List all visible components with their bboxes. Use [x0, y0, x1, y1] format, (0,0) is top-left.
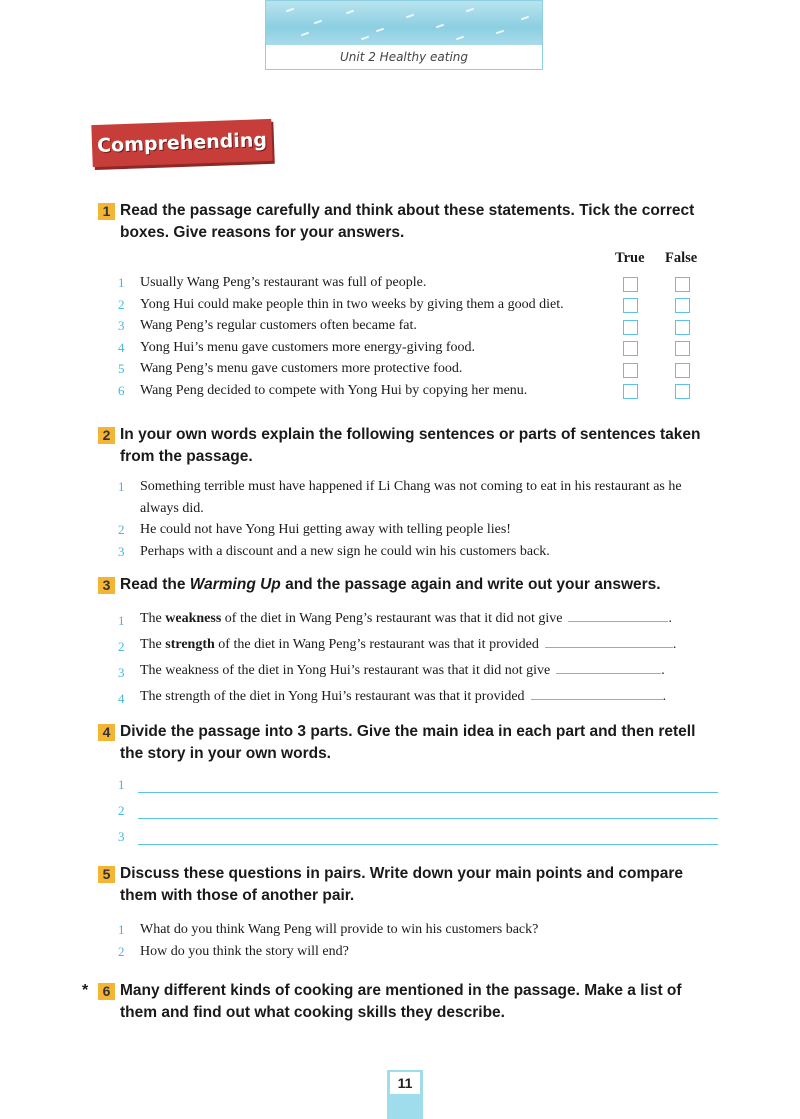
answer-blank[interactable] [531, 685, 663, 700]
question-4-heading [98, 721, 718, 765]
item-number: 1 [118, 777, 125, 792]
true-checkbox[interactable] [623, 277, 638, 292]
item-keyword: weakness [165, 611, 222, 626]
question-5-instruction: Discuss these questions in pairs. Write down your main points and compare them with those of another pair. [120, 865, 683, 904]
item-number: 1 [118, 479, 125, 494]
punctuation: . [672, 637, 677, 652]
instruction-text: and the passage again and write out your answers. [280, 576, 661, 593]
statement-text: Yong Hui could make people thin in two weeks by giving them a good diet. [140, 296, 564, 312]
item-text: The strength of the diet in Yong Hui’s restaurant was that it provided [140, 689, 525, 704]
false-checkbox[interactable] [675, 384, 690, 399]
true-checkbox[interactable] [623, 363, 638, 378]
false-checkbox[interactable] [675, 363, 690, 378]
question-number-badge: 3 [98, 577, 115, 594]
true-checkbox[interactable] [623, 298, 638, 313]
answer-blank[interactable] [568, 607, 668, 622]
answer-blank[interactable] [545, 633, 673, 648]
question-number-badge: 6 [98, 983, 115, 1000]
item-number: 2 [118, 943, 125, 959]
question-6-heading [82, 980, 718, 1024]
fill-in-item [118, 632, 718, 658]
question-6 [82, 980, 718, 1024]
item-number: 4 [118, 339, 125, 355]
question-2 [98, 424, 718, 562]
question-1-instruction: Read the passage carefully and think about these statements. Tick the correct boxes. Give reasons for your answers. [120, 202, 695, 241]
question-number-badge: 5 [98, 866, 115, 883]
statement-text: Usually Wang Peng’s restaurant was full of people. [140, 275, 427, 290]
false-checkbox[interactable] [675, 277, 690, 292]
item-text: of the diet in Wang Peng’s restaurant was that it provided [214, 637, 539, 652]
question-1 [98, 200, 718, 244]
true-checkbox[interactable] [623, 320, 638, 335]
item-text: The [140, 611, 166, 626]
question-3-heading [98, 574, 718, 596]
answer-line[interactable] [118, 775, 718, 801]
true-column-header: True [615, 250, 645, 266]
list-item [118, 476, 718, 519]
statement-text: Wang Peng’s menu gave customers more protective food. [140, 361, 463, 376]
false-checkbox[interactable] [675, 341, 690, 356]
item-number: 2 [118, 639, 125, 654]
item-number: 6 [118, 382, 125, 398]
statement-text: Yong Hui’s menu gave customers more energy-giving food. [140, 339, 476, 355]
item-text: What do you think Wang Peng will provide to win his customers back? [140, 922, 539, 937]
fill-in-item [118, 606, 718, 632]
question-4 [98, 721, 718, 853]
punctuation: . [662, 689, 667, 704]
question-number-badge: 4 [98, 724, 115, 741]
list-item [118, 519, 718, 541]
section-banner [91, 119, 272, 167]
item-text: Something terrible must have happened if Li Chang was not coming to eat in his restaurant as he always did. [140, 479, 682, 516]
false-checkbox[interactable] [675, 298, 690, 313]
page-number-tab [387, 1070, 423, 1119]
unit-title: Unit 2 Healthy eating [339, 50, 468, 64]
item-text: of the diet in Wang Peng’s restaurant was that it did not give [221, 611, 563, 626]
list-item [118, 919, 718, 941]
question-4-instruction: Divide the passage into 3 parts. Give the main idea in each part and then retell the story in your own words. [120, 723, 696, 762]
list-item [118, 941, 718, 963]
item-number: 1 [118, 922, 125, 937]
item-number: 5 [118, 361, 125, 376]
header-sky-image [266, 1, 542, 45]
item-number: 3 [118, 318, 125, 333]
item-number: 1 [118, 275, 125, 290]
question-5-heading [98, 863, 718, 907]
item-keyword: strength [165, 637, 215, 652]
question-2-heading [98, 424, 718, 468]
item-number: 1 [118, 613, 125, 628]
optional-star: * [82, 982, 89, 999]
list-item [118, 541, 718, 563]
answer-line[interactable] [118, 827, 718, 853]
question-6-instruction: Many different kinds of cooking are mentioned in the passage. Make a list of them and find out what cooking skills they describe. [120, 982, 682, 1021]
statement-text: Wang Peng decided to compete with Yong Hui by copying her menu. [140, 382, 528, 398]
false-column-header: False [665, 250, 698, 266]
unit-header [265, 0, 543, 70]
item-number: 3 [118, 543, 125, 559]
item-text: Perhaps with a discount and a new sign he could win his customers back. [140, 543, 550, 559]
item-number: 2 [118, 522, 125, 537]
punctuation: . [668, 611, 672, 626]
item-number: 3 [118, 665, 125, 680]
instruction-emphasis: Warming Up [189, 576, 281, 593]
fill-in-item [118, 684, 718, 710]
false-checkbox[interactable] [675, 320, 690, 335]
answer-line[interactable] [118, 801, 718, 827]
statement-text: Wang Peng’s regular customers often became fat. [140, 318, 417, 333]
fill-in-item [118, 658, 718, 684]
punctuation: . [661, 663, 665, 678]
item-number: 3 [118, 829, 125, 844]
item-number: 4 [118, 691, 125, 706]
question-number-badge: 1 [98, 203, 115, 220]
item-number: 2 [118, 803, 125, 818]
item-text: He could not have Yong Hui getting away with telling people lies! [140, 522, 511, 537]
question-3 [98, 574, 718, 710]
true-checkbox[interactable] [623, 341, 638, 356]
item-number: 2 [118, 296, 125, 312]
section-title: Comprehending [96, 129, 268, 157]
question-5 [98, 863, 718, 962]
true-checkbox[interactable] [623, 384, 638, 399]
item-text: The weakness of the diet in Yong Hui’s restaurant was that it did not give [140, 663, 551, 678]
answer-blank[interactable] [556, 659, 661, 674]
instruction-text: Read the [120, 576, 190, 593]
question-number-badge: 2 [98, 427, 115, 444]
item-text: The [140, 637, 166, 652]
page-number: 11 [390, 1072, 420, 1094]
question-2-instruction: In your own words explain the following sentences or parts of sentences taken from the passage. [120, 426, 701, 465]
item-text: How do you think the story will end? [140, 943, 349, 959]
question-1-heading [98, 200, 718, 244]
